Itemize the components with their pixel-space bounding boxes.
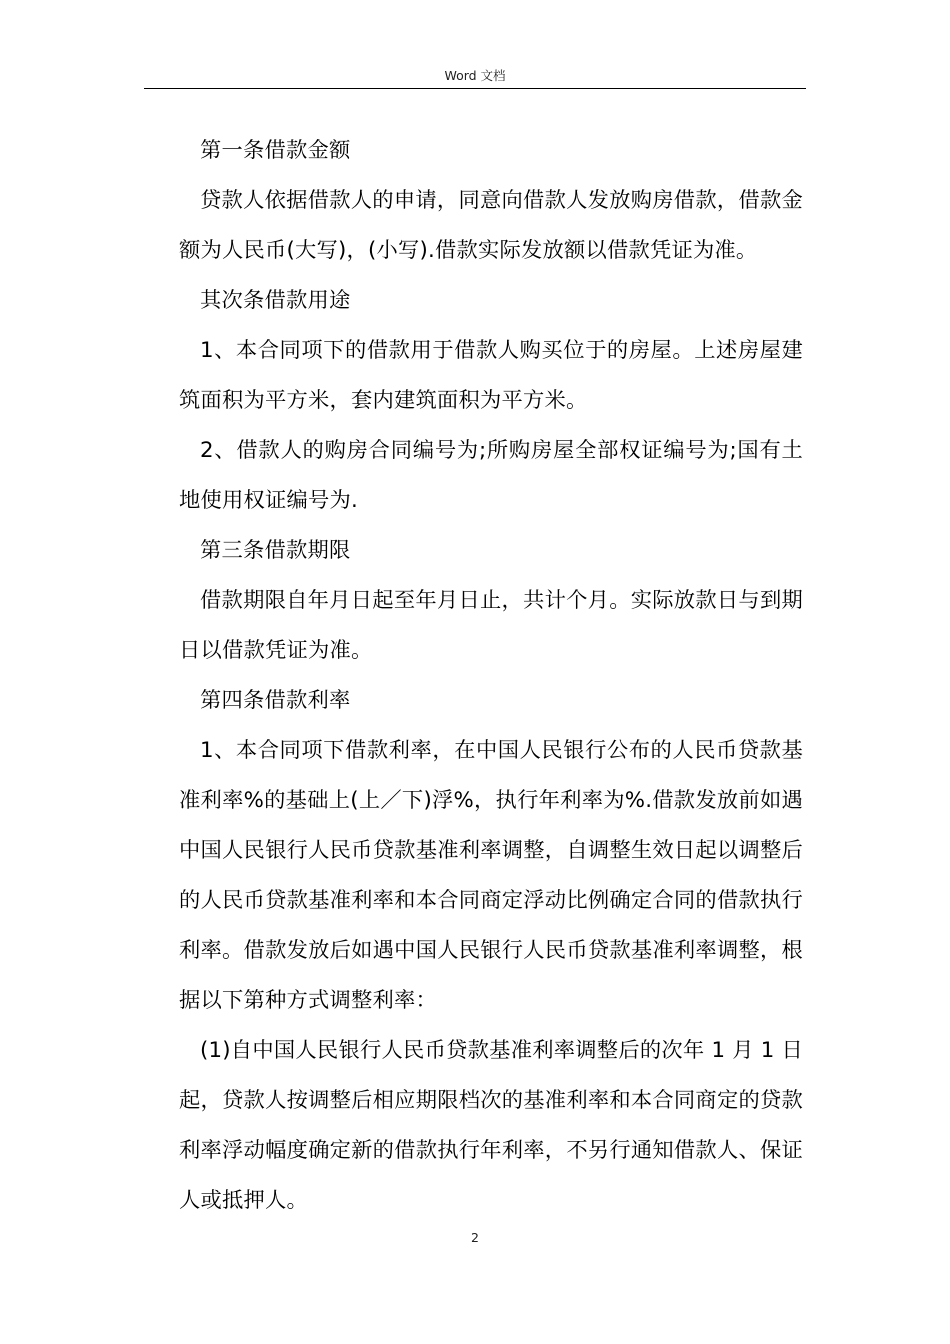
page-header: Word 文档: [444, 68, 506, 83]
document-body: [179, 126, 803, 1226]
article-3-heading: 第三条借款期限: [200, 538, 351, 563]
article-1-paragraph: 贷款人依据借款人的申请，同意向借款人发放购房借款，借款金额为人民币(大写)，(小写).借款实际发放额以借款凭证为准。: [179, 188, 803, 263]
article-4-subitem-1: (1)自中国人民银行人民币贷款基准利率调整后的次年 1 月 1 日起，贷款人按调整后相应期限档次的基准利率和本合同商定的贷款利率浮动幅度确定新的借款执行年利率，不另行通知借款人、保证人或抵押人。: [179, 1038, 803, 1213]
page-number: 2: [471, 1230, 479, 1245]
article-1-heading: 第一条借款金额: [200, 138, 351, 163]
header-divider: [144, 88, 806, 89]
article-2-item-1: 1、本合同项下的借款用于借款人购买位于的房屋。上述房屋建筑面积为平方米，套内建筑面积为平方米。: [179, 338, 803, 413]
article-4-heading: 第四条借款利率: [200, 688, 351, 713]
article-2-item-2: 2、借款人的购房合同编号为;所购房屋全部权证编号为;国有土地使用权证编号为.: [179, 438, 803, 513]
article-4-item-1: 1、本合同项下借款利率，在中国人民银行公布的人民币贷款基准利率%的基础上(上／下)浮%，执行年利率为%.借款发放前如遇中国人民银行人民币贷款基准利率调整，自调整生效日起以调整后的人民币贷款基准利率和本合同商定浮动比例确定合同的借款执行利率。借款发放后如遇中国人民银行人民币贷款基准利率调整，根据以下第种方式调整利率：: [179, 738, 803, 1013]
article-2-heading: 其次条借款用途: [200, 288, 351, 313]
article-3-paragraph: 借款期限自年月日起至年月日止，共计个月。实际放款日与到期日以借款凭证为准。: [179, 588, 803, 663]
